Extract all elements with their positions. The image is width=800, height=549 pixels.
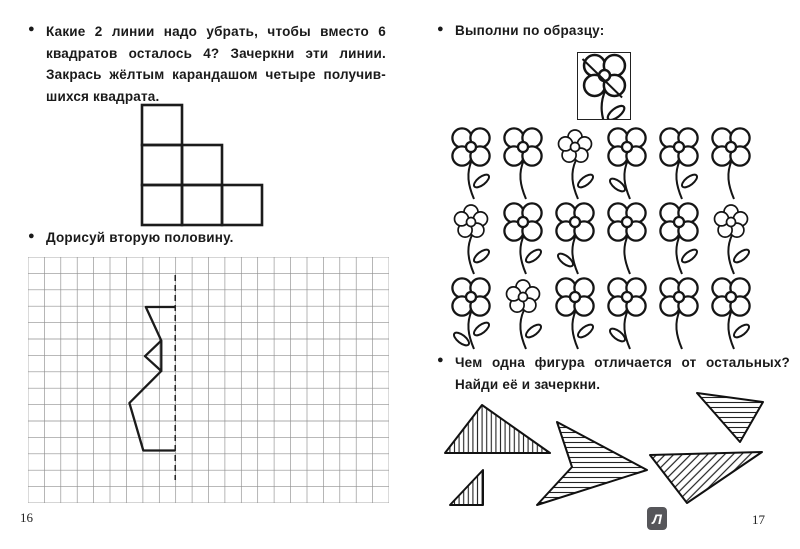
bullet-icon: ●: [28, 230, 35, 242]
text-line: Закрась жёлтым карандашом четыре получив-: [46, 67, 386, 82]
bullet-icon: ●: [437, 354, 444, 366]
task-difference-text: [455, 352, 790, 395]
bullet-icon: ●: [437, 23, 444, 35]
flower: [654, 197, 704, 275]
flower-4-petal: [602, 122, 652, 200]
flower-5-petal: [706, 197, 756, 275]
flower-4-petal: [654, 197, 704, 275]
small-triangle: [450, 470, 483, 505]
arrow-figure: [537, 422, 647, 505]
flower-4-petal: [577, 52, 631, 120]
flower: [706, 197, 756, 275]
flower-4-petal: [446, 272, 496, 350]
flower: [446, 272, 496, 350]
mirror-grid: [28, 257, 389, 503]
bullet-icon: ●: [28, 23, 35, 35]
large-triangle: [445, 405, 550, 453]
logo-letter: Л: [652, 510, 662, 527]
flower-4-petal: [602, 197, 652, 275]
flower-5-petal: [446, 197, 496, 275]
flower: [498, 197, 548, 275]
flower: [602, 122, 652, 200]
text-line: Чем одна фигура отличается от остальных?: [455, 355, 790, 370]
flower: [602, 272, 652, 350]
task-difference: [437, 352, 790, 395]
wide-triangle: [650, 452, 762, 503]
flower-4-petal: [654, 272, 704, 350]
flower: [446, 122, 496, 200]
flower-5-petal: [550, 122, 600, 200]
flower-4-petal: [498, 197, 548, 275]
page-number-right: 17: [752, 512, 765, 527]
flower: [550, 122, 600, 200]
flower: [550, 197, 600, 275]
squares-figure: [140, 103, 268, 231]
task-sample: [437, 21, 790, 41]
publisher-logo: [647, 507, 667, 530]
flower-4-petal: [498, 122, 548, 200]
flower: [602, 197, 652, 275]
task-sample-label: Выполни по образцу:: [455, 23, 605, 38]
flower: [498, 122, 548, 200]
page-number-left: 16: [20, 510, 33, 525]
flower-4-petal: [706, 272, 756, 350]
flower-4-petal: [602, 272, 652, 350]
flower: [706, 272, 756, 350]
task-mirror-label: Дорисуй вторую половину.: [46, 230, 234, 245]
flower-4-petal: [550, 272, 600, 350]
flower-4-petal: [654, 122, 704, 200]
task-mirror: [28, 228, 386, 248]
flower: [706, 122, 756, 200]
example-flower-box: [577, 52, 631, 120]
flower-4-petal: [550, 197, 600, 275]
inverted-triangle: [697, 393, 763, 442]
text-line: шихся квадрата.: [46, 88, 160, 104]
task-squares: [28, 21, 386, 107]
flower-5-petal: [498, 272, 548, 350]
flower-field: [446, 122, 786, 354]
flower-4-petal: [446, 122, 496, 200]
flower: [654, 122, 704, 200]
text-line: Какие 2 линии надо убрать, чтобы вместо 6: [46, 24, 386, 39]
flower: [446, 197, 496, 275]
text-line: Найди её и зачеркни.: [455, 376, 601, 392]
hatched-figures: [420, 390, 800, 520]
flower: [550, 272, 600, 350]
text-line: квадратов осталось 4? Зачеркни эти линии.: [46, 45, 386, 61]
flower: [654, 272, 704, 350]
flower: [498, 272, 548, 350]
task-squares-text: [46, 21, 386, 107]
flower-4-petal: [706, 122, 756, 200]
